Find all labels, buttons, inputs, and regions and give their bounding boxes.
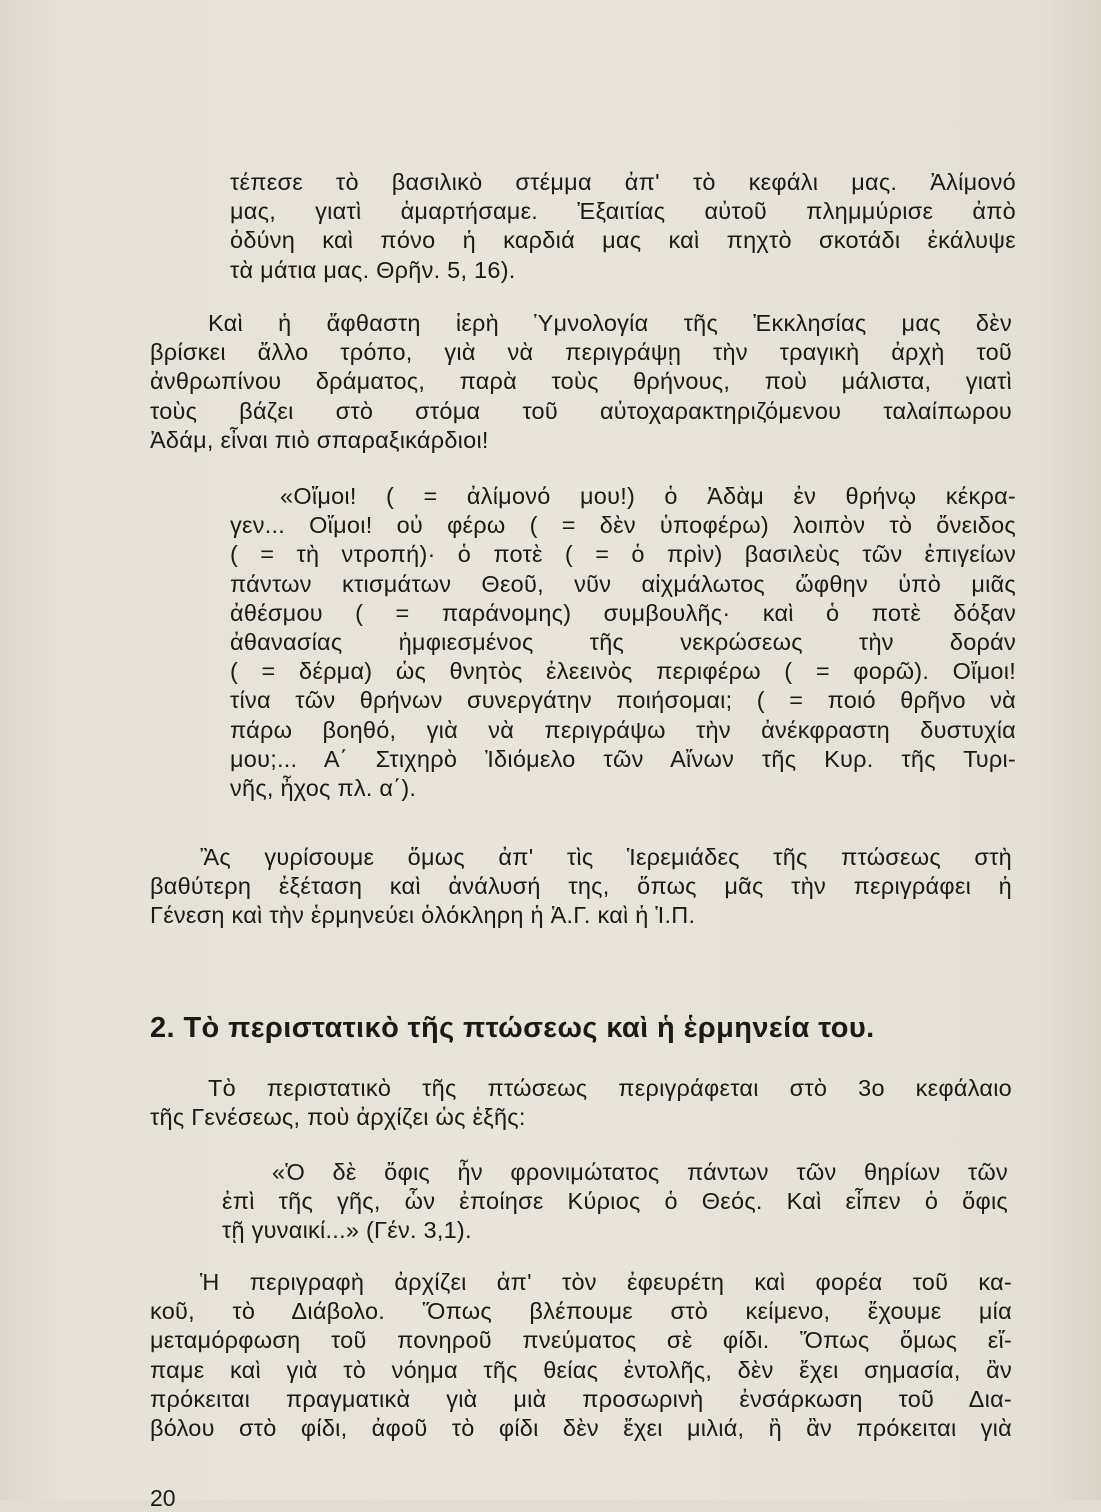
text-line: τέπεσε τὸ βασιλικὸ στέμμα ἀπ' τὸ κεφάλι μας. Ἀλίμονό	[230, 169, 1016, 195]
page-number: 20	[150, 1485, 176, 1511]
paragraph-1	[230, 168, 1016, 285]
paragraph-4	[150, 843, 1012, 931]
section-heading: 2. Τὸ περιστατικὸ τῆς πτώσεως καὶ ἡ ἑρμηνεία του.	[150, 1012, 875, 1044]
text-line: «Ὁ δὲ ὄφις ἦν φρονιμώτατος πάντων τῶν θηρίων τῶν	[272, 1159, 1008, 1185]
text-line: τὰ μάτια μας. Θρῆν. 5, 16).	[230, 256, 516, 283]
paragraph-5	[150, 1074, 1012, 1132]
text-line: ὀδύνη καὶ πόνο ἡ καρδιά μας καὶ πηχτὸ σκοτάδι ἐκάλυψε	[230, 227, 1016, 254]
text-line: μεταμόρφωση τοῦ πονηροῦ πνεύματος σὲ φίδι. Ὅπως ὅμως εἴ-	[150, 1327, 1012, 1354]
paragraph-3-quote	[230, 482, 1016, 803]
paragraph-6-quote	[222, 1158, 1008, 1246]
text-line: ἀθέσμου ( = παράνομης) συμβουλῆς· καὶ ὁ ποτὲ δόξαν	[230, 599, 1016, 626]
text-line: βρίσκει ἄλλο τρόπο, γιὰ νὰ περιγράψῃ τὴν τραγικὴ ἀρχὴ τοῦ	[150, 339, 1012, 366]
text-line: βαθύτερη ἐξέταση καὶ ἀνάλυσή της, ὅπως μᾶς τὴν περιγράφει ἡ	[150, 873, 1012, 900]
text-line: παμε καὶ γιὰ τὸ νόημα τῆς θείας ἐντολῆς, δὲν ἔχει σημασία, ἂν	[150, 1356, 1012, 1383]
paragraph-7	[150, 1268, 1012, 1443]
text-line: μας, γιατὶ ἁμαρτήσαμε. Ἐξαιτίας αὐτοῦ πλημμύρισε ἀπὸ	[230, 198, 1016, 225]
text-line: τοὺς βάζει στὸ στόμα τοῦ αὐτοχαρακτηριζόμενου ταλαίπωρου	[150, 397, 1012, 424]
text-line: μου;... Α΄ Στιχηρὸ Ἰδιόμελο τῶν Αἴνων τῆς Κυρ. τῆς Τυρι-	[230, 745, 1016, 772]
text-line: βόλου στὸ φίδι, ἀφοῦ τὸ φίδι δὲν ἔχει μιλιά, ἢ ἂν πρόκειται γιὰ	[150, 1415, 1012, 1442]
text-line: Ἀδάμ, εἶναι πιὸ σπαραξικάρδιοι!	[150, 426, 489, 453]
text-line: Καὶ ἡ ἄφθαστη ἱερὴ Ὑμνολογία τῆς Ἐκκλησίας μας δὲν	[208, 310, 1012, 336]
text-line: ἀνθρωπίνου δράματος, παρὰ τοὺς θρήνους, ποὺ μάλιστα, γιατὶ	[150, 368, 1012, 395]
text-line: πρόκειται πραγματικὰ γιὰ μιὰ προσωρινὴ ἐνσάρκωση τοῦ Δια-	[150, 1385, 1012, 1412]
text-line: τῇ γυναικί...» (Γέν. 3,1).	[222, 1217, 472, 1244]
text-line: τίνα τῶν θρήνων συνεργάτην ποιήσομαι; ( = ποιό θρῆνο νὰ	[230, 687, 1016, 714]
text-line: Γένεση καὶ τὴν ἑρμηνεύει ὁλόκληρη ἡ Ἁ.Γ. καὶ ἡ Ἱ.Π.	[150, 902, 696, 929]
text-line: νῆς, ἦχος πλ. α΄).	[230, 775, 417, 802]
text-line: πάντων κτισμάτων Θεοῦ, νῦν αἰχμάλωτος ὤφθην ὑπὸ μιᾶς	[230, 570, 1016, 597]
text-line: ( = τὴ ντροπή)· ὁ ποτὲ ( = ὁ πρὶν) βασιλεὺς τῶν ἐπιγείων	[230, 541, 1016, 568]
text-line: γεν... Οἴμοι! οὐ φέρω ( = δὲν ὑποφέρω) λοιπὸν τὸ ὄνειδος	[230, 512, 1016, 539]
text-line: τῆς Γενέσεως, ποὺ ἀρχίζει ὡς ἑξῆς:	[150, 1104, 526, 1131]
text-line: Ἡ περιγραφὴ ἀρχίζει ἀπ' τὸν ἐφευρέτη καὶ φορέα τοῦ κα-	[200, 1269, 1012, 1295]
text-line: ἐπὶ τῆς γῆς, ὧν ἐποίησε Κύριος ὁ Θεός. Καὶ εἶπεν ὁ ὄφις	[222, 1188, 1008, 1215]
text-line: πάρω βοηθό, γιὰ νὰ περιγράψω τὴν ἀνέκφραστη δυστυχία	[230, 716, 1016, 743]
text-line: Ἂς γυρίσουμε ὅμως ἀπ' τὶς Ἱερεμιάδες τῆς πτώσεως στὴ	[200, 844, 1012, 870]
text-line: «Οἴμοι! ( = ἀλίμονό μου!) ὁ Ἀδὰμ ἐν θρήνῳ κέκρα-	[280, 483, 1016, 509]
text-line: ἀθανασίας ἠμφιεσμένος τῆς νεκρώσεως τὴν δοράν	[230, 629, 1016, 656]
text-line: ( = δέρμα) ὡς θνητὸς ἐλεεινὸς περιφέρω ( = φορῶ). Οἴμοι!	[230, 658, 1016, 685]
paragraph-2	[150, 309, 1012, 455]
text-line: Τὸ περιστατικὸ τῆς πτώσεως περιγράφεται στὸ 3ο κεφάλαιο	[208, 1075, 1012, 1101]
text-line: κοῦ, τὸ Διάβολο. Ὅπως βλέπουμε στὸ κείμενο, ἔχουμε μία	[150, 1298, 1012, 1325]
